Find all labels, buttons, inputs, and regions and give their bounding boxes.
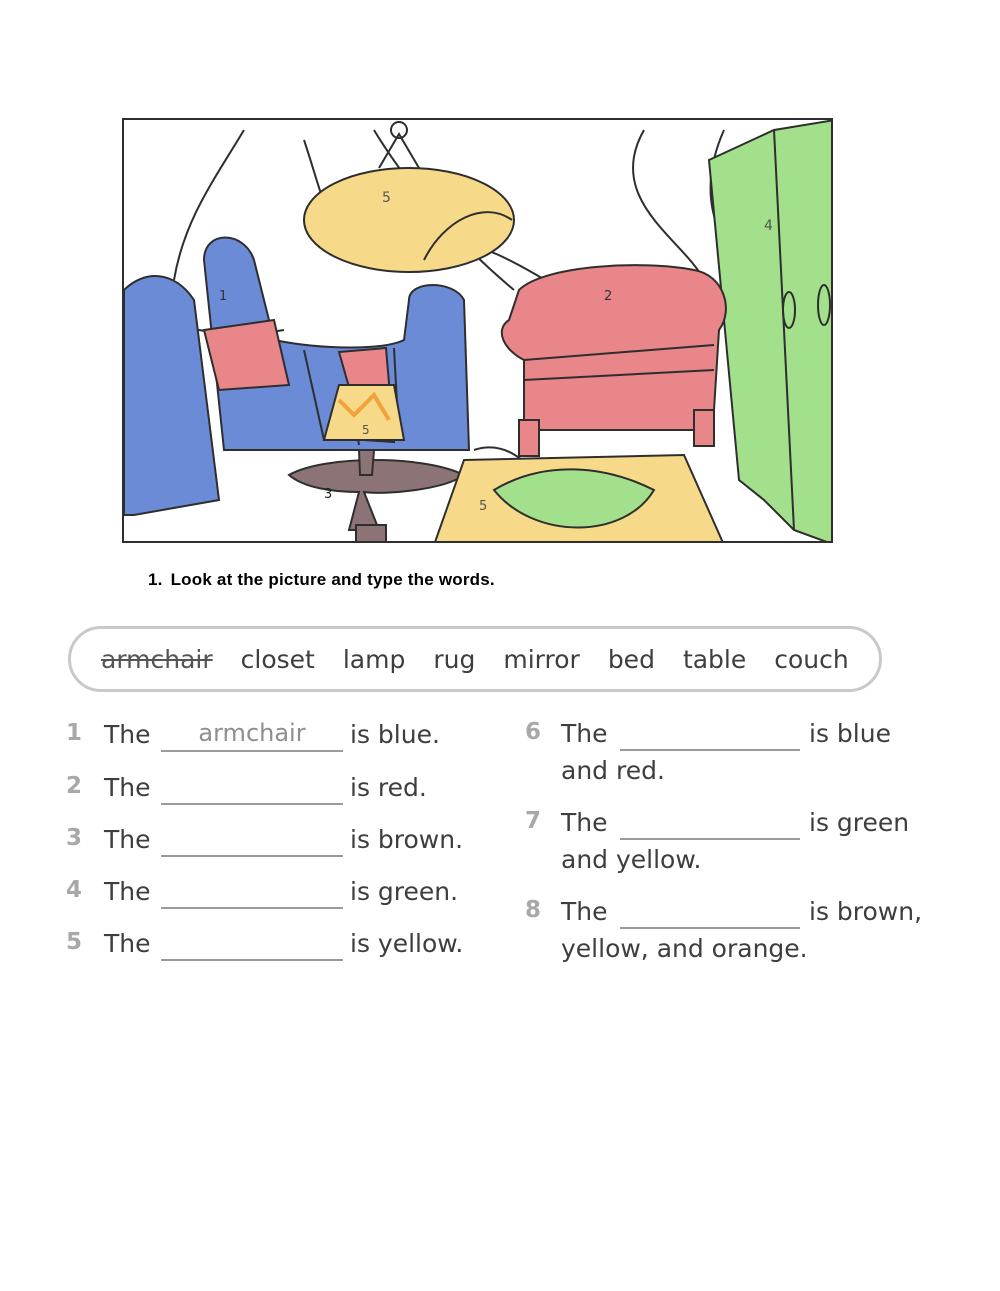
sentence-number: 5 xyxy=(66,929,83,955)
instruction xyxy=(148,570,495,590)
sentence-start: The xyxy=(104,773,151,802)
answer-blank[interactable] xyxy=(161,825,343,857)
sentence-start: The xyxy=(104,720,151,749)
mirror-number: 5 xyxy=(382,190,391,206)
sentence-number: 4 xyxy=(66,877,83,903)
sentence-end: is brown. xyxy=(350,825,464,854)
answer-blank[interactable] xyxy=(620,719,800,751)
table-shape xyxy=(289,460,464,530)
sentence-end: is green. xyxy=(350,877,459,906)
sentence-end: is green xyxy=(809,808,910,837)
sentence-number: 1 xyxy=(66,720,83,746)
sentence-start: The xyxy=(561,808,608,837)
sentence-number: 6 xyxy=(525,719,542,745)
sentence-start: The xyxy=(104,877,151,906)
word-bank-item: closet xyxy=(240,644,315,674)
room-drawing xyxy=(124,120,833,543)
answer-blank[interactable] xyxy=(620,808,800,840)
sentence-end: is blue. xyxy=(350,720,440,749)
answer-blank[interactable] xyxy=(161,929,343,961)
table-number: 3 xyxy=(324,487,333,502)
rug-number: 5 xyxy=(479,499,488,514)
sentence-continuation: and yellow. xyxy=(561,845,702,874)
mirror-shape xyxy=(304,168,514,272)
answer-blank[interactable] xyxy=(161,877,343,909)
answer-blank[interactable] xyxy=(620,897,800,929)
room-illustration xyxy=(122,118,833,543)
word-bank xyxy=(68,626,882,692)
word-bank-item: table xyxy=(682,644,747,674)
word-bank-item: armchair xyxy=(101,644,213,674)
sentence-start: The xyxy=(104,929,151,958)
closet-number: 4 xyxy=(764,218,773,234)
armchair-number: 2 xyxy=(604,289,613,304)
sentence-start: The xyxy=(561,719,608,748)
lamp-number: 5 xyxy=(362,423,370,437)
word-bank-item: bed xyxy=(607,644,655,674)
answer-blank[interactable] xyxy=(161,773,343,805)
sentence-continuation: and red. xyxy=(561,756,665,785)
couch-number: 1 xyxy=(219,289,228,304)
instruction-number: 1. xyxy=(148,570,163,589)
word-bank-item: lamp xyxy=(342,644,406,674)
answer-blank[interactable]: armchair xyxy=(161,720,343,752)
sentence-number: 3 xyxy=(66,825,83,851)
sentence-end: is brown, xyxy=(809,897,923,926)
sentence-number: 8 xyxy=(525,897,542,923)
sentence-number: 2 xyxy=(66,773,83,799)
sentence-number: 7 xyxy=(525,808,542,834)
sentence-continuation: yellow, and orange. xyxy=(561,934,808,963)
word-bank-item: rug xyxy=(433,644,476,674)
sentence-end: is red. xyxy=(350,773,427,802)
sentence-start: The xyxy=(561,897,608,926)
word-bank-item: couch xyxy=(774,644,849,674)
instruction-text: Look at the picture and type the words. xyxy=(170,570,495,589)
word-bank-item: mirror xyxy=(503,644,580,674)
sentence-start: The xyxy=(104,825,151,854)
sentence-end: is blue xyxy=(809,719,891,748)
sentence-end: is yellow. xyxy=(350,929,464,958)
closet-shape xyxy=(709,120,833,543)
